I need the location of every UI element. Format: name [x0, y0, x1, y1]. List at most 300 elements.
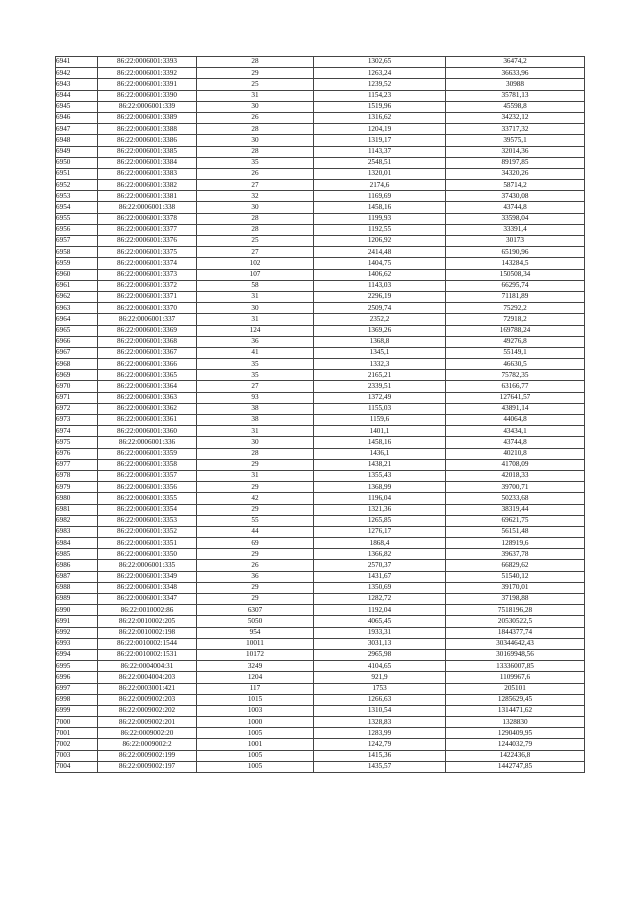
- table-row: [56, 247, 585, 258]
- row-number: 6987: [56, 571, 98, 582]
- cadastral-value-cell: 38319,44: [446, 504, 585, 515]
- unit-price-cell: 1438,21: [314, 459, 446, 470]
- area-cell: 35: [197, 157, 314, 168]
- table-row: [56, 717, 585, 728]
- cadastral-value-cell: 40210,8: [446, 448, 585, 459]
- unit-price-cell: 1458,16: [314, 437, 446, 448]
- area-cell: 26: [197, 112, 314, 123]
- area-cell: 117: [197, 683, 314, 694]
- unit-price-cell: 1868,4: [314, 538, 446, 549]
- cadastral-value-cell: 46630,5: [446, 359, 585, 370]
- unit-price-cell: 1302,65: [314, 57, 446, 68]
- area-cell: 41: [197, 347, 314, 358]
- area-cell: 10172: [197, 649, 314, 660]
- unit-price-cell: 1316,62: [314, 112, 446, 123]
- table-row: [56, 79, 585, 90]
- cadastral-value-cell: 75292,2: [446, 303, 585, 314]
- row-number: 6947: [56, 124, 98, 135]
- unit-price-cell: 1350,69: [314, 582, 446, 593]
- area-cell: 1003: [197, 705, 314, 716]
- cadastral-value-cell: 37430,08: [446, 191, 585, 202]
- area-cell: 29: [197, 459, 314, 470]
- table-row: [56, 627, 585, 638]
- area-cell: 28: [197, 448, 314, 459]
- table-row: [56, 381, 585, 392]
- cadastral-number-cell: 86:22:0006001:3357: [98, 470, 197, 481]
- unit-price-cell: 2174,6: [314, 180, 446, 191]
- area-cell: 30: [197, 135, 314, 146]
- row-number: 6966: [56, 336, 98, 347]
- area-cell: 29: [197, 482, 314, 493]
- row-number: 7000: [56, 717, 98, 728]
- area-cell: 3249: [197, 661, 314, 672]
- area-cell: 27: [197, 180, 314, 191]
- table-row: [56, 415, 585, 426]
- area-cell: 1204: [197, 672, 314, 683]
- cadastral-number-cell: 86:22:0006001:3365: [98, 370, 197, 381]
- cadastral-number-cell: 86:22:0006001:336: [98, 437, 197, 448]
- cadastral-number-cell: 86:22:0006001:3386: [98, 135, 197, 146]
- cadastral-number-cell: 86:22:0006001:3366: [98, 359, 197, 370]
- row-number: 6957: [56, 236, 98, 247]
- cadastral-number-cell: 86:22:0006001:3367: [98, 347, 197, 358]
- cadastral-value-cell: 205101: [446, 683, 585, 694]
- cadastral-value-cell: 35781,13: [446, 90, 585, 101]
- area-cell: 42: [197, 493, 314, 504]
- cadastral-value-cell: 33598,04: [446, 213, 585, 224]
- row-number: 6994: [56, 649, 98, 660]
- cadastral-value-cell: 75782,35: [446, 370, 585, 381]
- cadastral-number-cell: 86:22:0006001:337: [98, 314, 197, 325]
- area-cell: 29: [197, 504, 314, 515]
- cadastral-value-cell: 1328830: [446, 717, 585, 728]
- unit-price-cell: 3031,13: [314, 638, 446, 649]
- cadastral-number-cell: 86:22:0006001:335: [98, 560, 197, 571]
- unit-price-cell: 1310,54: [314, 705, 446, 716]
- area-cell: 31: [197, 314, 314, 325]
- row-number: 6958: [56, 247, 98, 258]
- row-number: 6978: [56, 470, 98, 481]
- unit-price-cell: 1372,49: [314, 392, 446, 403]
- area-cell: 28: [197, 124, 314, 135]
- row-number: 6948: [56, 135, 98, 146]
- cadastral-value-cell: 45598,8: [446, 101, 585, 112]
- unit-price-cell: 1431,67: [314, 571, 446, 582]
- unit-price-cell: 1154,23: [314, 90, 446, 101]
- cadastral-value-cell: 66829,62: [446, 560, 585, 571]
- cadastral-value-cell: 51540,12: [446, 571, 585, 582]
- table-row: [56, 515, 585, 526]
- table-row: [56, 303, 585, 314]
- cadastral-number-cell: 86:22:0009002:199: [98, 750, 197, 761]
- area-cell: 28: [197, 213, 314, 224]
- unit-price-cell: 1283,99: [314, 728, 446, 739]
- table-row: [56, 57, 585, 68]
- unit-price-cell: 1143,03: [314, 280, 446, 291]
- table-row: [56, 605, 585, 616]
- area-cell: 1005: [197, 761, 314, 772]
- unit-price-cell: 921,9: [314, 672, 446, 683]
- cadastral-value-cell: 143284,5: [446, 258, 585, 269]
- cadastral-value-cell: 33391,4: [446, 224, 585, 235]
- area-cell: 124: [197, 325, 314, 336]
- row-number: 6963: [56, 303, 98, 314]
- unit-price-cell: 1204,19: [314, 124, 446, 135]
- area-cell: 10011: [197, 638, 314, 649]
- table-row: [56, 135, 585, 146]
- table-row: [56, 314, 585, 325]
- row-number: 6993: [56, 638, 98, 649]
- cadastral-value-cell: 36633,96: [446, 68, 585, 79]
- area-cell: 29: [197, 582, 314, 593]
- row-number: 6988: [56, 582, 98, 593]
- table-row: [56, 672, 585, 683]
- table-row: [56, 482, 585, 493]
- unit-price-cell: 2509,74: [314, 303, 446, 314]
- cadastral-number-cell: 86:22:0006001:3368: [98, 336, 197, 347]
- cadastral-number-cell: 86:22:0006001:3359: [98, 448, 197, 459]
- table-row: [56, 112, 585, 123]
- unit-price-cell: 2352,2: [314, 314, 446, 325]
- table-row: [56, 68, 585, 79]
- row-number: 6950: [56, 157, 98, 168]
- unit-price-cell: 1328,83: [314, 717, 446, 728]
- unit-price-cell: 1196,04: [314, 493, 446, 504]
- table-row: [56, 761, 585, 772]
- cadastral-value-cell: 32014,36: [446, 146, 585, 157]
- cadastral-number-cell: 86:22:0006001:3371: [98, 291, 197, 302]
- cadastral-value-cell: 71181,89: [446, 291, 585, 302]
- table-row: [56, 560, 585, 571]
- table-row: [56, 101, 585, 112]
- area-cell: 30: [197, 202, 314, 213]
- cadastral-value-cell: 39637,78: [446, 549, 585, 560]
- row-number: 6995: [56, 661, 98, 672]
- cadastral-number-cell: 86:22:0009002:203: [98, 694, 197, 705]
- table-row: [56, 392, 585, 403]
- unit-price-cell: 1155,03: [314, 403, 446, 414]
- row-number: 6984: [56, 538, 98, 549]
- cadastral-value-cell: 33717,32: [446, 124, 585, 135]
- row-number: 6971: [56, 392, 98, 403]
- area-cell: 1005: [197, 750, 314, 761]
- unit-price-cell: 1265,85: [314, 515, 446, 526]
- table-row: [56, 437, 585, 448]
- row-number: 6982: [56, 515, 98, 526]
- unit-price-cell: 1355,43: [314, 470, 446, 481]
- cadastral-number-cell: 86:22:0006001:3372: [98, 280, 197, 291]
- document-page: [55, 56, 584, 773]
- unit-price-cell: 1436,1: [314, 448, 446, 459]
- cadastral-number-cell: 86:22:0006001:339: [98, 101, 197, 112]
- table-row: [56, 236, 585, 247]
- table-row: [56, 180, 585, 191]
- table-row: [56, 538, 585, 549]
- unit-price-cell: 2339,51: [314, 381, 446, 392]
- cadastral-value-cell: 43744,8: [446, 202, 585, 213]
- cadastral-number-cell: 86:22:0006001:3363: [98, 392, 197, 403]
- cadastral-number-cell: 86:22:0006001:3381: [98, 191, 197, 202]
- cadastral-number-cell: 86:22:0006001:3355: [98, 493, 197, 504]
- area-cell: 1000: [197, 717, 314, 728]
- cadastral-value-cell: 65190,96: [446, 247, 585, 258]
- area-cell: 27: [197, 247, 314, 258]
- area-cell: 29: [197, 549, 314, 560]
- cadastral-value-cell: 30988: [446, 79, 585, 90]
- cadastral-value-cell: 150508,34: [446, 269, 585, 280]
- row-number: 6967: [56, 347, 98, 358]
- area-cell: 31: [197, 291, 314, 302]
- cadastral-value-cell: 50233,68: [446, 493, 585, 504]
- unit-price-cell: 1276,17: [314, 526, 446, 537]
- cadastral-number-cell: 86:22:0006001:3390: [98, 90, 197, 101]
- cadastral-number-cell: 86:22:0006001:3369: [98, 325, 197, 336]
- area-cell: 5050: [197, 616, 314, 627]
- area-cell: 31: [197, 426, 314, 437]
- table-row: [56, 124, 585, 135]
- row-number: 6992: [56, 627, 98, 638]
- unit-price-cell: 2548,51: [314, 157, 446, 168]
- unit-price-cell: 1192,04: [314, 605, 446, 616]
- unit-price-cell: 1266,63: [314, 694, 446, 705]
- cadastral-value-cell: 1844377,74: [446, 627, 585, 638]
- table-row: [56, 504, 585, 515]
- row-number: 6976: [56, 448, 98, 459]
- unit-price-cell: 1368,8: [314, 336, 446, 347]
- unit-price-cell: 1401,1: [314, 426, 446, 437]
- cadastral-value-cell: 1109967,6: [446, 672, 585, 683]
- table-row: [56, 493, 585, 504]
- cadastral-value-cell: 1442747,85: [446, 761, 585, 772]
- cadastral-value-cell: 39700,71: [446, 482, 585, 493]
- cadastral-number-cell: 86:22:0006001:3349: [98, 571, 197, 582]
- table-row: [56, 638, 585, 649]
- cadastral-number-cell: 86:22:0006001:3350: [98, 549, 197, 560]
- area-cell: 102: [197, 258, 314, 269]
- table-row: [56, 157, 585, 168]
- cadastral-number-cell: 86:22:0009002:202: [98, 705, 197, 716]
- cadastral-number-cell: 86:22:0006001:3377: [98, 224, 197, 235]
- area-cell: 32: [197, 191, 314, 202]
- row-number: 6997: [56, 683, 98, 694]
- unit-price-cell: 1282,72: [314, 594, 446, 605]
- row-number: 6951: [56, 168, 98, 179]
- cadastral-value-cell: 37198,88: [446, 594, 585, 605]
- area-cell: 44: [197, 526, 314, 537]
- cadastral-value-cell: 30169948,56: [446, 649, 585, 660]
- table-row: [56, 291, 585, 302]
- cadastral-value-cell: 34232,12: [446, 112, 585, 123]
- table-row: [56, 280, 585, 291]
- row-number: 6956: [56, 224, 98, 235]
- cadastral-value-cell: 55149,1: [446, 347, 585, 358]
- cadastral-value-cell: 89197,85: [446, 157, 585, 168]
- cadastral-value-cell: 39575,1: [446, 135, 585, 146]
- area-cell: 107: [197, 269, 314, 280]
- cadastral-number-cell: 86:22:0010002:86: [98, 605, 197, 616]
- row-number: 6942: [56, 68, 98, 79]
- unit-price-cell: 1435,57: [314, 761, 446, 772]
- table-row: [56, 582, 585, 593]
- cadastral-value-cell: 43434,1: [446, 426, 585, 437]
- cadastral-number-cell: 86:22:0010002:198: [98, 627, 197, 638]
- table-row: [56, 594, 585, 605]
- cadastral-number-cell: 86:22:0009002:20: [98, 728, 197, 739]
- unit-price-cell: 2965,98: [314, 649, 446, 660]
- row-number: 6996: [56, 672, 98, 683]
- row-number: 6968: [56, 359, 98, 370]
- unit-price-cell: 1345,1: [314, 347, 446, 358]
- row-number: 6999: [56, 705, 98, 716]
- unit-price-cell: 1415,36: [314, 750, 446, 761]
- row-number: 6964: [56, 314, 98, 325]
- unit-price-cell: 1458,16: [314, 202, 446, 213]
- unit-price-cell: 1199,93: [314, 213, 446, 224]
- cadastral-number-cell: 86:22:0009002:197: [98, 761, 197, 772]
- row-number: 6979: [56, 482, 98, 493]
- cadastral-value-cell: 58714,2: [446, 180, 585, 191]
- table-body: [56, 57, 585, 773]
- cadastral-number-cell: 86:22:0006001:3370: [98, 303, 197, 314]
- row-number: 6960: [56, 269, 98, 280]
- cadastral-number-cell: 86:22:0006001:3353: [98, 515, 197, 526]
- unit-price-cell: 2165,21: [314, 370, 446, 381]
- cadastral-number-cell: 86:22:0006001:3382: [98, 180, 197, 191]
- cadastral-value-cell: 20530522,5: [446, 616, 585, 627]
- area-cell: 36: [197, 571, 314, 582]
- unit-price-cell: 1753: [314, 683, 446, 694]
- cadastral-number-cell: 86:22:0006001:3385: [98, 146, 197, 157]
- table-row: [56, 448, 585, 459]
- area-cell: 30: [197, 303, 314, 314]
- cadastral-value-cell: 127641,57: [446, 392, 585, 403]
- area-cell: 26: [197, 168, 314, 179]
- unit-price-cell: 1332,3: [314, 359, 446, 370]
- cadastral-number-cell: 86:22:0010002:1544: [98, 638, 197, 649]
- table-row: [56, 336, 585, 347]
- table-row: [56, 258, 585, 269]
- area-cell: 27: [197, 381, 314, 392]
- row-number: 6945: [56, 101, 98, 112]
- cadastral-value-cell: 169788,24: [446, 325, 585, 336]
- row-number: 6977: [56, 459, 98, 470]
- table-row: [56, 661, 585, 672]
- cadastral-value-cell: 1422436,8: [446, 750, 585, 761]
- table-row: [56, 705, 585, 716]
- cadastral-value-cell: 56151,48: [446, 526, 585, 537]
- cadastral-number-cell: 86:22:0006001:3362: [98, 403, 197, 414]
- area-cell: 28: [197, 224, 314, 235]
- cadastral-number-cell: 86:22:0006001:3384: [98, 157, 197, 168]
- cadastral-number-cell: 86:22:0009002:201: [98, 717, 197, 728]
- row-number: 6941: [56, 57, 98, 68]
- unit-price-cell: 2296,19: [314, 291, 446, 302]
- row-number: 6991: [56, 616, 98, 627]
- row-number: 6954: [56, 202, 98, 213]
- area-cell: 31: [197, 90, 314, 101]
- cadastral-value-cell: 1314471,62: [446, 705, 585, 716]
- area-cell: 25: [197, 236, 314, 247]
- area-cell: 26: [197, 560, 314, 571]
- row-number: 6970: [56, 381, 98, 392]
- table-row: [56, 526, 585, 537]
- cadastral-value-cell: 41708,09: [446, 459, 585, 470]
- cadastral-number-cell: 86:22:0006001:3360: [98, 426, 197, 437]
- area-cell: 31: [197, 470, 314, 481]
- table-row: [56, 459, 585, 470]
- cadastral-value-cell: 42018,33: [446, 470, 585, 481]
- cadastral-number-cell: 86:22:0003001:421: [98, 683, 197, 694]
- unit-price-cell: 2570,37: [314, 560, 446, 571]
- row-number: 6989: [56, 594, 98, 605]
- cadastral-number-cell: 86:22:0010002:1531: [98, 649, 197, 660]
- cadastral-number-cell: 86:22:0006001:3354: [98, 504, 197, 515]
- table-row: [56, 191, 585, 202]
- row-number: 7001: [56, 728, 98, 739]
- area-cell: 35: [197, 359, 314, 370]
- cadastral-value-cell: 13336007,85: [446, 661, 585, 672]
- row-number: 6985: [56, 549, 98, 560]
- unit-price-cell: 4065,45: [314, 616, 446, 627]
- table-row: [56, 168, 585, 179]
- table-row: [56, 616, 585, 627]
- cadastral-number-cell: 86:22:0006001:3393: [98, 57, 197, 68]
- table-row: [56, 202, 585, 213]
- unit-price-cell: 1239,52: [314, 79, 446, 90]
- cadastral-value-cell: 69621,75: [446, 515, 585, 526]
- unit-price-cell: 2414,48: [314, 247, 446, 258]
- cadastral-value-cell: 39170,01: [446, 582, 585, 593]
- row-number: 6973: [56, 415, 98, 426]
- unit-price-cell: 1143,37: [314, 146, 446, 157]
- table-row: [56, 359, 585, 370]
- unit-price-cell: 1192,55: [314, 224, 446, 235]
- cadastral-value-cell: 49276,8: [446, 336, 585, 347]
- area-cell: 954: [197, 627, 314, 638]
- area-cell: 38: [197, 403, 314, 414]
- row-number: 6975: [56, 437, 98, 448]
- unit-price-cell: 1320,01: [314, 168, 446, 179]
- cadastral-number-cell: 86:22:0006001:3364: [98, 381, 197, 392]
- area-cell: 29: [197, 68, 314, 79]
- cadastral-number-cell: 86:22:0010002:205: [98, 616, 197, 627]
- table-row: [56, 403, 585, 414]
- row-number: 6974: [56, 426, 98, 437]
- cadastral-number-cell: 86:22:0006001:3383: [98, 168, 197, 179]
- cadastral-registry-table: [55, 56, 585, 773]
- area-cell: 38: [197, 415, 314, 426]
- cadastral-number-cell: 86:22:0006001:338: [98, 202, 197, 213]
- area-cell: 6307: [197, 605, 314, 616]
- area-cell: 1005: [197, 728, 314, 739]
- cadastral-value-cell: 66295,74: [446, 280, 585, 291]
- cadastral-number-cell: 86:22:0009002:2: [98, 739, 197, 750]
- row-number: 6972: [56, 403, 98, 414]
- unit-price-cell: 1242,79: [314, 739, 446, 750]
- area-cell: 1001: [197, 739, 314, 750]
- cadastral-number-cell: 86:22:0006001:3392: [98, 68, 197, 79]
- table-row: [56, 750, 585, 761]
- table-row: [56, 683, 585, 694]
- row-number: 6990: [56, 605, 98, 616]
- table-row: [56, 470, 585, 481]
- row-number: 6962: [56, 291, 98, 302]
- cadastral-value-cell: 30344642,43: [446, 638, 585, 649]
- table-row: [56, 739, 585, 750]
- row-number: 6946: [56, 112, 98, 123]
- unit-price-cell: 1933,31: [314, 627, 446, 638]
- unit-price-cell: 1368,99: [314, 482, 446, 493]
